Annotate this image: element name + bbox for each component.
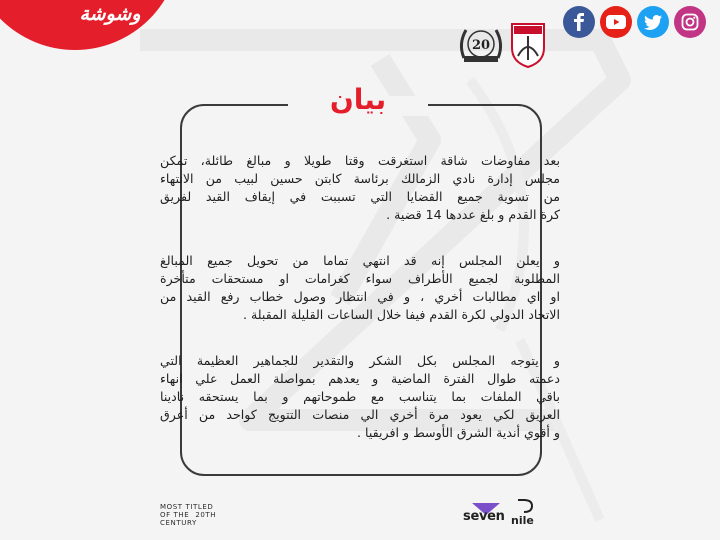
tagline	[160, 503, 216, 527]
paragraph-line: العريق لكي يعود مرة أخري الي منصات التتويج كواحد من أعرق	[160, 407, 560, 422]
paragraph-line: المطلوبة لجميع الأطراف سواء كغرامات او مستحقات متأخرة	[160, 271, 560, 286]
sponsor-seven: seven	[463, 509, 505, 524]
club-emblems	[456, 20, 548, 68]
tagline-line-2a: OF THE	[160, 511, 190, 519]
paragraph-line: او اي مطالبات أخري ، و في انتظار وصول خطاب رفع القيد من	[160, 289, 560, 304]
paragraph-line: و أقوي أندية الشرق الأوسط و افريقيا .	[357, 425, 560, 440]
paragraph-line: بعد مفاوضات شاقة استغرقت وقتا طويلا و مبالغ طائلة، تمكن	[160, 153, 560, 168]
youtube-icon[interactable]	[600, 6, 632, 38]
social-icons	[563, 6, 706, 38]
paragraph-line: باقي الملفات بما يتناسب مع طموحاتهم و بما يستحقه نادينا	[160, 389, 560, 404]
statement-body	[160, 152, 560, 470]
facebook-icon[interactable]	[563, 6, 595, 38]
tagline-line-2b: 20TH	[195, 511, 217, 519]
anniversary-number: 20	[471, 38, 491, 53]
statement-title: بيان	[329, 83, 387, 116]
statement-paragraph-2	[160, 252, 560, 324]
paragraph-line: و يعلن المجلس إنه قد انتهي تماما من تحويل جميع المبالغ	[160, 253, 560, 268]
tagline-line-1: MOST TITLED	[160, 503, 214, 511]
brand-logo-text: وشوشة	[79, 3, 141, 25]
statement-paragraph-1	[160, 152, 560, 224]
paragraph-line: و يتوجه المجلس بكل الشكر والتقدير للجماهير العظيمة التي	[160, 353, 560, 368]
paragraph-line: مجلس إدارة نادي الزمالك برئاسة كابتن حسين لبيب من الانتهاء	[160, 171, 560, 186]
paragraph-line: دعمته طوال الفترة الماضية و يعدهم بمواصلة العمل علي انهاء	[160, 371, 560, 386]
paragraph-line: من تسوية جميع القضايا التي تسببت في إيقاف القيد لفريق	[160, 189, 560, 204]
statement-paragraph-3	[160, 352, 560, 442]
twitter-icon[interactable]	[637, 6, 669, 38]
club-crest-icon	[512, 24, 544, 67]
tagline-line-3: CENTURY	[160, 519, 197, 527]
paragraph-line: كرة القدم و بلغ عددها 14 قضية .	[386, 207, 560, 222]
paragraph-line: الاتحاد الدولي لكرة القدم فيفا خلال الساعات القليلة المقبلة .	[242, 307, 560, 322]
sponsor-nile: nile	[511, 514, 534, 527]
instagram-icon[interactable]	[674, 6, 706, 38]
